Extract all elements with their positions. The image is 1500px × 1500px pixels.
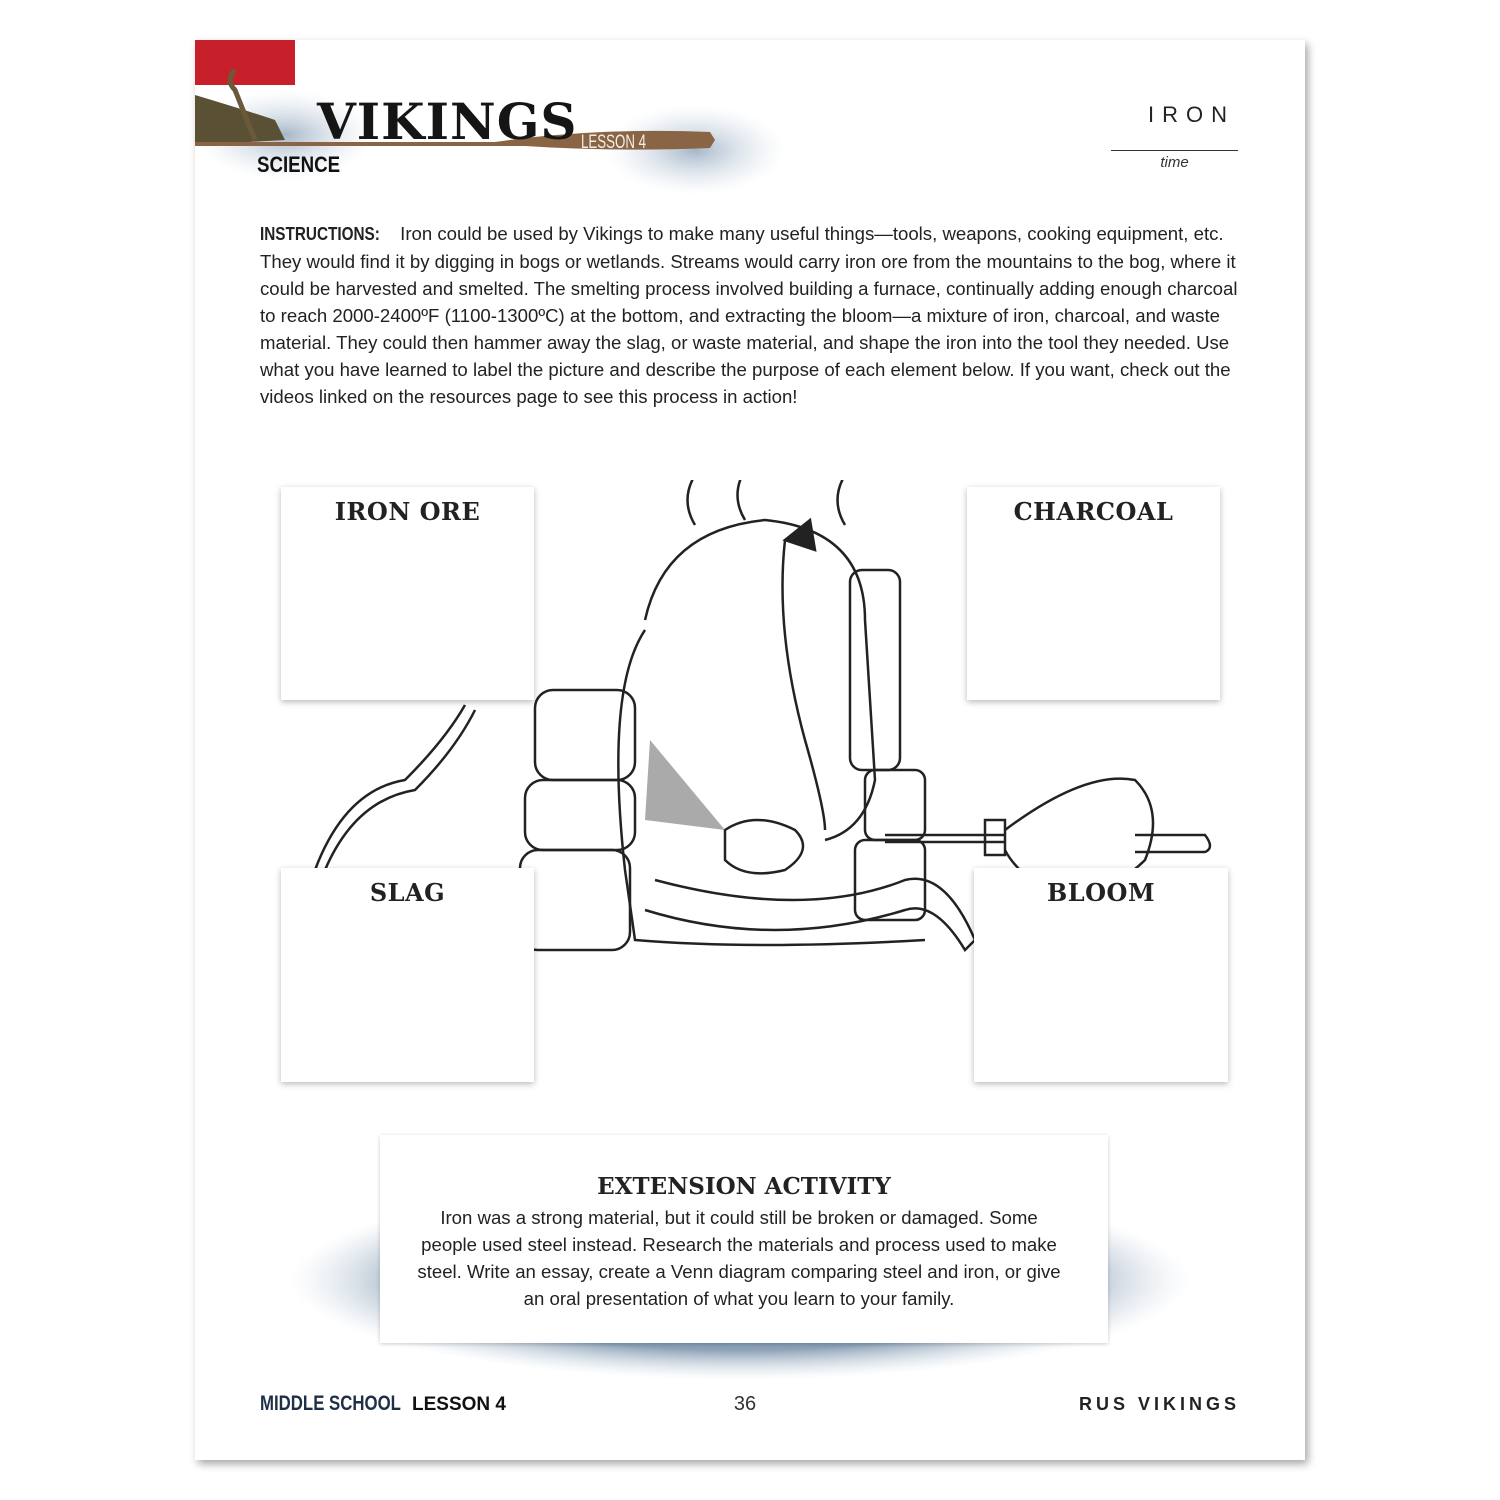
label-box-title: BLOOM	[1046, 878, 1156, 907]
instructions-text: Iron could be used by Vikings to make many useful things—tools, weapons, cooking equipment, etc. They would find it by digging in bogs or wetlands. Streams would carry iron ore from the mountains to the bog, where it could be harvested and smelted. The smelting process involved building a furnace, continually adding enough charcoal to reach 2000-2400ºF (1100-1300ºC) at the bottom, and extracting the bloom—a mixture of iron, charcoal, and waste material. They could then hammer away the slag, or waste material, and shape the iron into the tool they needed. Use what you have learned to label the picture and describe the purpose of each element below. If you want, check out the videos linked on the resources page to see this process in action!	[260, 223, 1238, 407]
label-box-iron-ore[interactable]	[281, 487, 534, 700]
label-box-title: SLAG	[369, 878, 446, 907]
worksheet-page	[195, 40, 1305, 1460]
time-entry-line[interactable]	[1111, 150, 1238, 151]
footer-lesson: LESSON 4	[412, 1394, 506, 1415]
footer-level: MIDDLE SCHOOL	[260, 1392, 401, 1415]
lesson-tag: LESSON 4	[581, 132, 647, 153]
label-box-slag[interactable]	[281, 868, 534, 1082]
label-box-title: CHARCOAL	[1013, 497, 1174, 526]
subject-label: SCIENCE	[257, 152, 341, 177]
label-box-bloom[interactable]	[974, 868, 1228, 1082]
page-number: 36	[733, 1393, 757, 1415]
instructions	[260, 220, 1240, 410]
extension-text: Iron was a strong material, but it could still be broken or damaged. Some people used steel instead. Research the materials and process used to make steel. Write an essay, create a Venn diagram comparing steel and iron, or give an oral presentation of what you learn to your family.	[417, 1207, 1061, 1309]
time-label: time	[1160, 154, 1189, 171]
topic-title: IRON	[1148, 102, 1235, 127]
series-title: VIKINGS	[317, 92, 578, 151]
label-box-charcoal[interactable]	[967, 487, 1220, 700]
instructions-label: INSTRUCTIONS:	[260, 224, 380, 244]
footer-left	[260, 1392, 506, 1416]
extension-title: EXTENSION ACTIVITY	[597, 1173, 891, 1200]
extension-activity-box	[380, 1135, 1108, 1343]
label-box-title: IRON ORE	[334, 497, 481, 526]
footer-book-title: RUS VIKINGS	[1078, 1394, 1240, 1414]
